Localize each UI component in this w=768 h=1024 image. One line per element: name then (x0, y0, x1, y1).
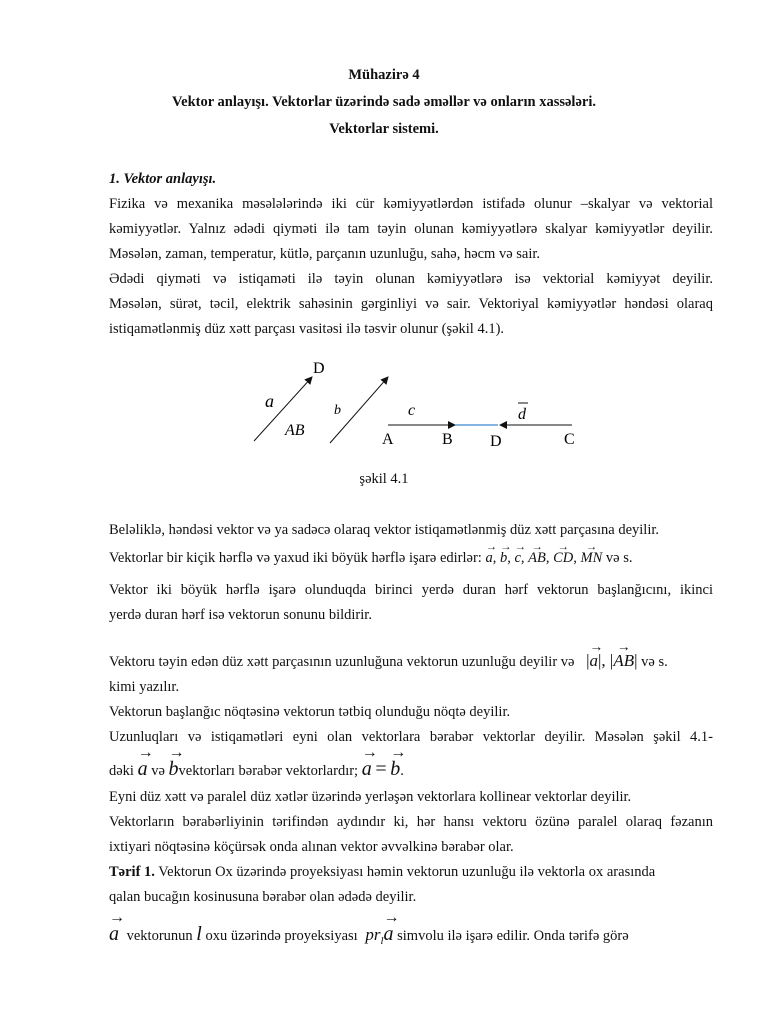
modulus-symbols: |→ a|, |→ AB| (586, 651, 637, 670)
vector-figure (0, 355, 768, 465)
label-b: b (334, 403, 341, 418)
vector-symbol: → MN (581, 550, 603, 567)
label-AB: AB (285, 422, 305, 439)
page-subtitle: Vektorlar sistemi. (329, 121, 439, 137)
projection-line (109, 923, 713, 947)
label-C: C (564, 431, 575, 448)
equality-text: dəki (109, 763, 134, 779)
label-D-bottom: D (490, 433, 502, 450)
paragraph-line: Uzunluqları və istiqamətləri eyni olan vektorlara bərabər vektorlar deyilir. Məsələn şəkil 4.1- (109, 729, 713, 745)
paragraph-line: kəmiyyətlər. Yalnız ədədi qiyməti ilə tam təyin olunan kəmiyyətlərə skalyar kəmiyyətlər deyilir. (109, 221, 713, 237)
equality-text: vektorları bərabər vektorlardır; (178, 763, 359, 779)
paragraph-line: yerdə duran hərf isə vektorun sonunu bildirir. (109, 607, 372, 623)
paragraph-line: Vektorun başlanğıc nöqtəsinə vektorun tətbiq olunduğu nöqtə deyilir. (109, 704, 511, 720)
figure-caption: şəkil 4.1 (359, 471, 409, 487)
projection-text: vektorunun (126, 928, 193, 944)
paragraph-line: istiqamətlənmiş düz xətt parçası vasitəsi ilə təsvir olunur (şəkil 4.1). (109, 321, 505, 337)
definition-line (109, 864, 713, 881)
vector-symbol: → a (362, 758, 372, 781)
section-heading: 1. Vektor anlayışı. (109, 171, 217, 187)
label-A: A (382, 431, 394, 448)
paragraph-line: Məsələn, sürət, təcil, elektrik sahəsinin gərginliyi və sair. Vektoriyal kəmiyyətlər həndəsi olaraq (109, 296, 713, 312)
page-title: Vektor anlayışı. Vektorlar üzərində sadə əməllər və onların xassələri. (172, 94, 596, 110)
projection-text: oxu üzərində proyeksiyası (205, 928, 358, 944)
equality-text: və (151, 763, 165, 779)
vector-symbol: → AB (528, 550, 546, 567)
label-B: B (442, 431, 453, 448)
vector-symbol: → a (384, 923, 394, 946)
equals-sign: = (375, 758, 387, 780)
vector-symbol: → c (514, 550, 520, 567)
label-d: d (518, 406, 526, 423)
notation-line: Vektorlar bir kiçik hərflə və yaxud iki böyük hərflə işarə edirlər: → a, → b, → c, → AB, → CD, → MN və s. (109, 550, 713, 567)
vector-symbol: → CD (553, 550, 573, 567)
lecture-number: Mühazirə 4 (348, 67, 420, 83)
label-D-top: D (313, 360, 325, 377)
paragraph-line: qalan bucağın kosinusuna bərabər olan ədədə deyilir. (109, 889, 417, 905)
paragraph-line: Fizika və mexanika məsələlərində iki cür kəmiyyətlərdən istifadə olunur –skalyar və vektorial (109, 196, 713, 212)
paragraph-line: Beləliklə, həndəsi vektor və ya sadəcə olaraq vektor istiqamətlənmiş düz xətt parçasına deyilir. (109, 522, 660, 538)
vector-symbol: → a (590, 651, 599, 671)
paragraph-line: ixtiyari nöqtəsinə köçürsək onda alınan vektor əvvəlkinə bərabər olar. (109, 839, 514, 855)
vector-symbol: → a (485, 550, 492, 567)
vector-symbol: → a (109, 923, 119, 946)
paragraph-line: Eyni düz xətt və paralel düz xətlər üzərində yerləşən vektorlara kollinear vektorlar deyilir. (109, 789, 632, 805)
vector-symbol: → a (138, 758, 148, 781)
modulus-suffix: və s. (641, 654, 668, 670)
equality-line: dəki → a və → bvektorları bərabər vektorlardır; → a = → b. (109, 758, 713, 781)
definition-label: Tərif 1. (109, 864, 155, 880)
paragraph-line: Məsələn, zaman, temperatur, kütlə, parçanın uzunluğu, sahə, həcm və sair. (109, 246, 541, 262)
notation-suffix: və s. (605, 550, 633, 566)
projection-text: simvolu ilə işarə edilir. Onda tərifə görə (397, 928, 629, 944)
vector-symbol: → b (169, 758, 179, 781)
label-c: c (408, 402, 416, 419)
paragraph-line: kimi yazılır. (109, 679, 180, 695)
axis-symbol: l (196, 923, 202, 945)
paragraph-line: Vektorların bərabərliyinin tərifindən aydındır ki, hər hansı vektoru özünə paralel olaraq fəzanın (109, 814, 713, 830)
label-a: a (265, 391, 274, 411)
vector-symbol: → AB (613, 651, 634, 671)
projection-pr: pr (365, 925, 381, 944)
definition-text: Vektorun Ox üzərində proyeksiyası həmin vektorun uzunluğu ilə vektorla ox arasında (158, 864, 656, 880)
modulus-line (109, 651, 713, 671)
modulus-text: Vektoru təyin edən düz xətt parçasının uzunluğuna vektorun uzunluğu deyilir və (109, 654, 575, 670)
paragraph-line: Ədədi qiyməti və istiqaməti ilə təyin olunan kəmiyyətlərə isə vektorial kəmiyyət deyilir. (109, 271, 713, 287)
projection-symbol (365, 923, 394, 947)
vector-symbol: → b (390, 758, 400, 781)
paragraph-line: Vektor iki böyük hərflə işarə olunduqda birinci yerdə duran hərf vektorun başlanğıcını, ikinci (109, 582, 713, 598)
projection-subscript: l (380, 934, 384, 947)
vector-symbol: → b (500, 550, 507, 567)
notation-text: Vektorlar bir kiçik hərflə və yaxud iki böyük hərflə işarə edirlər: (109, 550, 482, 566)
